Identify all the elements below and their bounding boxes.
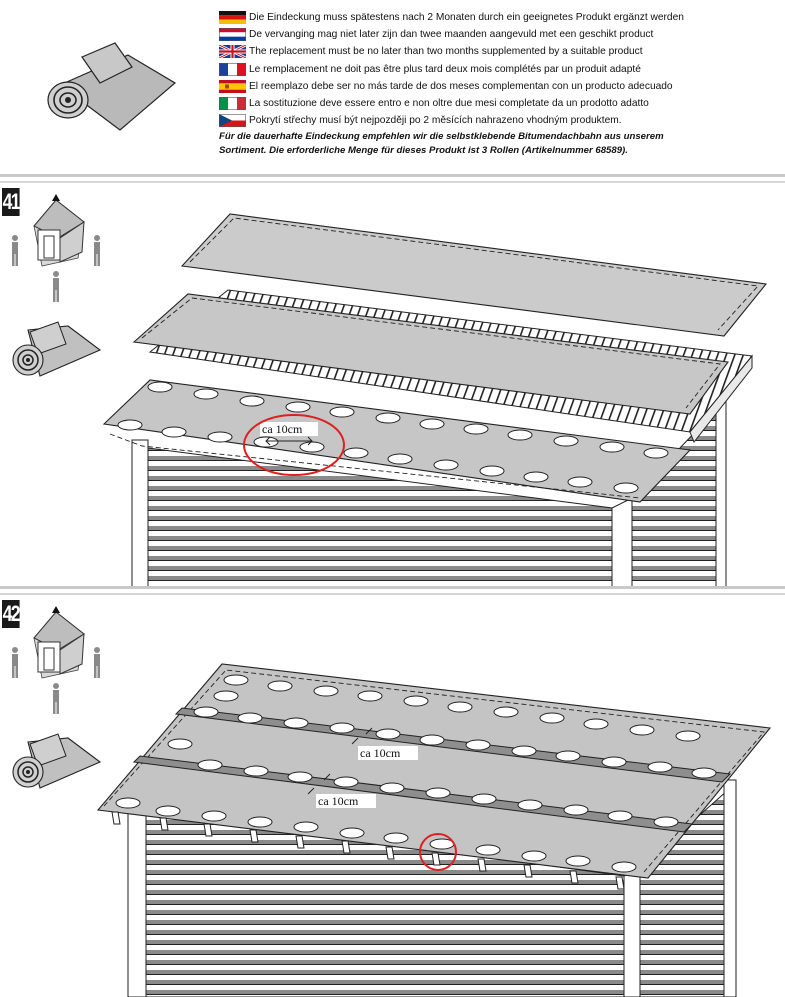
notice-row-en [219,43,779,60]
notice-text-en: The replacement must be no later than two months supplemented by a suitable product [249,46,643,58]
flag-italy-icon [219,97,246,110]
recommendation-line-2: Sortiment. Die erforderliche Menge für dieses Produkt ist 3 Rollen (Artikelnummer 68589). [219,145,628,157]
notice-text-es: El reemplazo debe ser no más tarde de dos meses complementan con un producto adecuado [249,80,673,92]
notice-text-it: La sostituzione deve essere entro e non oltre due mesi completate da un prodotto adatto [249,98,649,110]
notice-row-nl [219,26,779,43]
step-42-roof-illustration [0,640,785,997]
notice-text-nl: De vervanging mag niet later zijn dan twee maanden aangevuld met een geschikt product [249,29,654,41]
notice-row-it [219,95,779,112]
step-number-41: 41 [2,189,19,214]
notice-text-cz: Pokrytí střechy musí být nejpozději po 2 měsících nahrazeno vhodným produktem. [249,115,622,127]
flag-uk-icon [219,45,246,58]
multilingual-notice [219,9,779,157]
flag-spain-icon [219,80,246,93]
recommendation-line-1: Für die dauerhafte Eindeckung empfehlen wir die selbstklebende Bitumendachbahn aus unserem [219,131,664,143]
step-number-42: 42 [2,601,19,626]
notice-row-de [219,9,779,26]
section-divider [0,586,785,589]
notice-text-de: Die Eindeckung muss spätestens nach 2 Monaten durch ein geeignetes Produkt ergänzt werden [249,12,684,24]
overlap-measurement-label-2: ca 10cm [318,794,359,808]
section-divider [0,593,785,595]
section-divider [0,181,785,183]
flag-france-icon [219,63,246,76]
roofing-felt-roll-icon [40,35,180,135]
flag-netherlands-icon [219,28,246,41]
step-41-roof-illustration [0,196,785,588]
overlap-measurement-label-1: ca 10cm [360,746,401,760]
notice-row-cz [219,112,779,129]
notice-text-fr: Le remplacement ne doit pas être plus tard deux mois complétés par un produit adapté [249,63,641,75]
overlap-measurement-label: ca 10cm [262,422,303,436]
notice-row-es [219,78,779,95]
section-divider [0,174,785,177]
flag-germany-icon [219,11,246,24]
notice-row-fr [219,61,779,78]
flag-czech-icon [219,114,246,127]
